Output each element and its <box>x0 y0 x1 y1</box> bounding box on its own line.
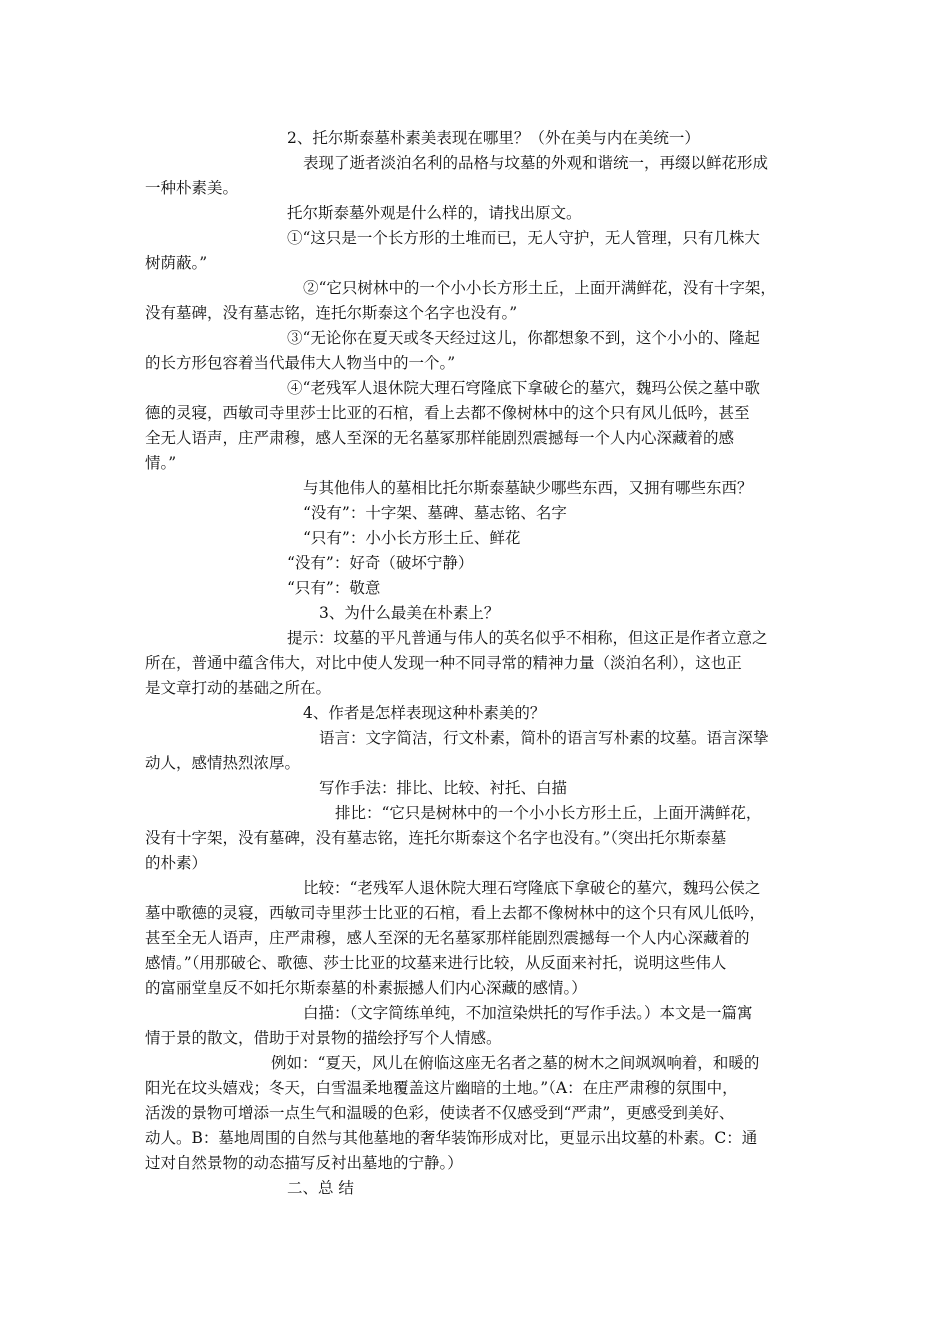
paragraph-line: 排比：“它只是树林中的一个小小长方形土丘，上面开满鲜花， <box>335 804 762 822</box>
paragraph-line: 的富丽堂皇反不如托尔斯泰墓的朴素振撼人们内心深藏的感情。） <box>145 979 587 997</box>
paragraph-line: 情于景的散文，借助于对景物的描绘抒写个人情感。 <box>145 1029 502 1047</box>
paragraph-line: 例如：“夏天，风儿在俯临这座无名者之墓的树木之间飒飒响着，和暖的 <box>271 1054 760 1072</box>
paragraph-line: 阳光在坟头嬉戏；冬天，白雪温柔地覆盖这片幽暗的土地。”（A：在庄严肃穆的氛围中， <box>145 1079 738 1097</box>
paragraph-line: 活泼的景物可增添一点生气和温暖的色彩，使读者不仅感受到“严肃”，更感受到美好、 <box>145 1104 735 1122</box>
paragraph-line: “没有”：好奇（破坏宁静） <box>287 554 474 572</box>
quote-3: ③“无论你在夏天或冬天经过这儿，你都想象不到，这个小小的、隆起 <box>287 329 760 347</box>
paragraph-line: “只有”：敬意 <box>287 579 381 597</box>
paragraph-line: 比较：“老残军人退休院大理石穹隆底下拿破仑的墓穴，魏玛公侯之 <box>303 879 761 897</box>
quote-1: ①“这只是一个长方形的土堆而已，无人守护，无人管理，只有几株大 <box>287 229 760 247</box>
quote-4-cont: 情。” <box>145 454 177 472</box>
paragraph-line: 感情。”（用那破仑、歌德、莎士比亚的坟墓来进行比较，从反面来衬托，说明这些伟人 <box>145 954 727 972</box>
paragraph-line: 甚至全无人语声，庄严肃穆，感人至深的无名墓冢那样能剧烈震撼每一个人内心深藏着的 <box>145 929 750 947</box>
paragraph-line: 动人。B：墓地周围的自然与其他墓地的奢华装饰形成对比，更显示出坟墓的朴素。C：通 <box>145 1129 758 1147</box>
paragraph-line: 托尔斯泰墓外观是什么样的，请找出原文。 <box>287 204 582 222</box>
paragraph-line: 写作手法：排比、比较、衬托、白描 <box>319 779 568 797</box>
quote-3-cont: 的长方形包容着当代最伟大人物当中的一个。” <box>145 354 456 372</box>
quote-2: ②“它只树林中的一个小小长方形土丘，上面开满鲜花，没有十字架， <box>303 279 776 297</box>
paragraph-line: 是文章打动的基础之所在。 <box>145 679 332 697</box>
paragraph-line: 的朴素） <box>145 854 208 872</box>
quote-4: ④“老残军人退休院大理石穹隆底下拿破仑的墓穴，魏玛公侯之墓中歌 <box>287 379 760 397</box>
paragraph-line: 没有十字架，没有墓碑，没有墓志铭，连托尔斯泰这个名字也没有。”（突出托尔斯泰墓 <box>145 829 727 847</box>
paragraph-line: 动人，感情热烈浓厚。 <box>145 754 301 772</box>
quote-1-cont: 树荫蔽。” <box>145 254 208 272</box>
paragraph-line: 一种朴素美。 <box>145 179 239 197</box>
paragraph-line: 所在，普通中蕴含伟大，对比中使人发现一种不同寻常的精神力量（淡泊名利），这也正 <box>145 654 742 672</box>
paragraph-line: “只有”：小小长方形土丘、鲜花 <box>303 529 521 547</box>
paragraph-line: 语言：文字简洁，行文朴素，简朴的语言写朴素的坟墓。语言深挚 <box>319 729 769 747</box>
paragraph-line: 提示：坟墓的平凡普通与伟人的英名似乎不相称，但这正是作者立意之 <box>287 629 768 647</box>
paragraph-line: “没有”：十字架、墓碑、墓志铭、名字 <box>303 504 567 522</box>
quote-2-cont: 没有墓碑，没有墓志铭，连托尔斯泰这个名字也没有。” <box>145 304 518 322</box>
heading-question-2: 2、托尔斯泰墓朴素美表现在哪里？（外在美与内在美统一） <box>287 129 700 147</box>
paragraph-line: 与其他伟人的墓相比托尔斯泰墓缺少哪些东西，又拥有哪些东西？ <box>303 479 753 497</box>
paragraph-line: 墓中歌德的灵寝，西敏司寺里莎士比亚的石棺，看上去都不像树林中的这个只有风儿低吟， <box>145 904 766 922</box>
quote-4-cont: 全无人语声，庄严肃穆，感人至深的无名墓冢那样能剧烈震撼每一个人内心深藏着的感 <box>145 429 735 447</box>
quote-4-cont: 德的灵寝，西敏司寺里莎士比亚的石棺，看上去都不像树林中的这个只有风儿低吟，甚至 <box>145 404 750 422</box>
paragraph-line: 白描：（文字简练单纯，不加渲染烘托的写作手法。）本文是一篇寓 <box>303 1004 753 1022</box>
paragraph-line: 过对自然景物的动态描写反衬出墓地的宁静。） <box>145 1154 463 1172</box>
section-heading-summary: 二、总 结 <box>287 1179 354 1197</box>
heading-question-4: 4、作者是怎样表现这种朴素美的？ <box>303 704 546 722</box>
heading-question-3: 3、为什么最美在朴素上？ <box>319 604 500 622</box>
paragraph-line: 表现了逝者淡泊名利的品格与坟墓的外观和谐统一，再缀以鲜花形成 <box>303 154 769 172</box>
